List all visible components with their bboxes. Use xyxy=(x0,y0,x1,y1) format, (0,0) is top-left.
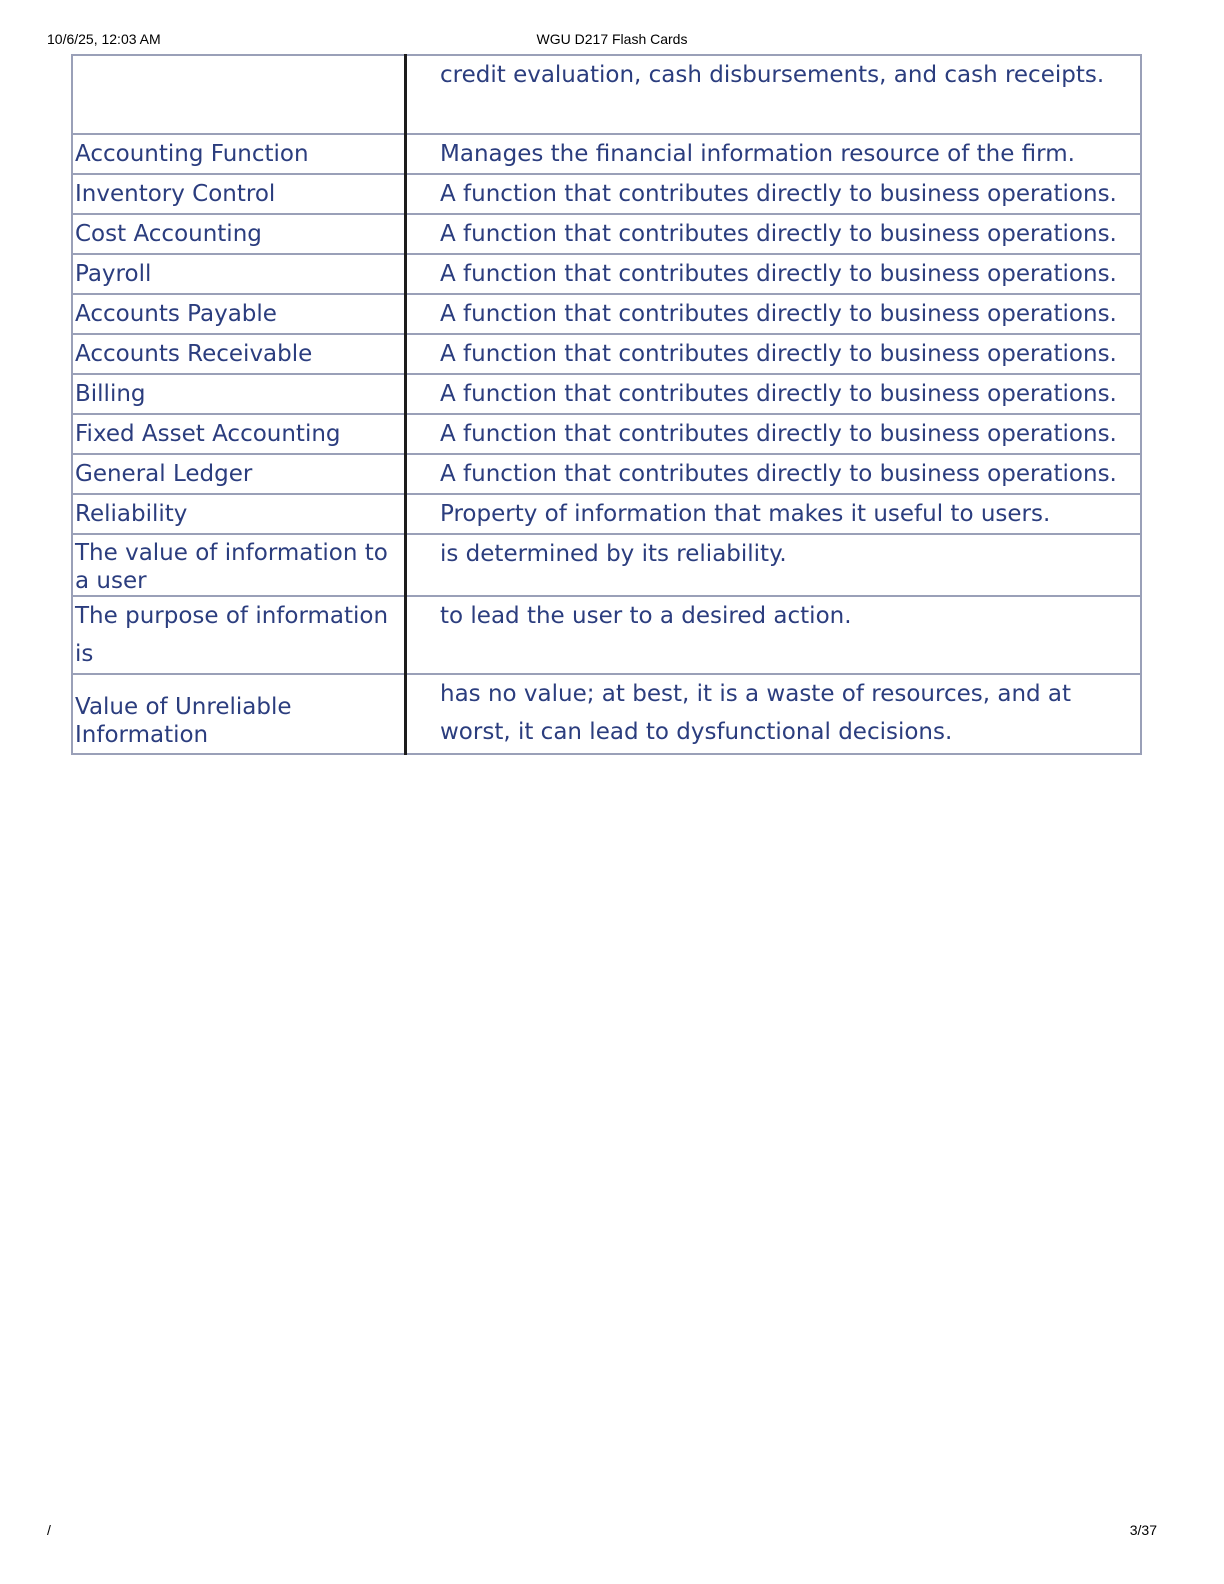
table-row xyxy=(72,214,1141,254)
page-url: / xyxy=(47,1522,51,1538)
term-cell: Fixed Asset Accounting xyxy=(72,414,406,454)
term-cell: Inventory Control xyxy=(72,174,406,214)
definition-cell: A function that contributes directly to business operations. xyxy=(406,174,1142,214)
definition-cell: A function that contributes directly to business operations. xyxy=(406,414,1142,454)
table-row xyxy=(72,534,1141,596)
definition-cell: Manages the financial information resource of the firm. xyxy=(406,134,1142,174)
table-row xyxy=(72,174,1141,214)
term-cell: Payroll xyxy=(72,254,406,294)
table-row xyxy=(72,454,1141,494)
table-row xyxy=(72,674,1141,754)
table-row xyxy=(72,494,1141,534)
definition-cell: is determined by its reliability. xyxy=(406,534,1142,596)
term-cell: Accounts Receivable xyxy=(72,334,406,374)
print-date: 10/6/25, 12:03 AM xyxy=(47,31,161,47)
definition-cell: to lead the user to a desired action. xyxy=(406,596,1142,674)
term-cell: Accounts Payable xyxy=(72,294,406,334)
table-row xyxy=(72,596,1141,674)
term-cell: The value of information to a user xyxy=(72,534,406,596)
definition-cell: A function that contributes directly to business operations. xyxy=(406,454,1142,494)
definition-cell: A function that contributes directly to business operations. xyxy=(406,334,1142,374)
definition-cell: A function that contributes directly to business operations. xyxy=(406,294,1142,334)
definition-cell: Property of information that makes it useful to users. xyxy=(406,494,1142,534)
table-row xyxy=(72,374,1141,414)
term-cell xyxy=(72,55,406,134)
definition-cell: credit evaluation, cash disbursements, and cash receipts. xyxy=(406,55,1142,134)
definition-cell: has no value; at best, it is a waste of resources, and at worst, it can lead to dysfunctional decisions. xyxy=(406,674,1142,754)
term-cell: Reliability xyxy=(72,494,406,534)
page-number: 3/37 xyxy=(1129,1522,1157,1538)
term-cell: Cost Accounting xyxy=(72,214,406,254)
definition-cell: A function that contributes directly to business operations. xyxy=(406,214,1142,254)
document-title: WGU D217 Flash Cards xyxy=(536,31,688,47)
term-cell: Value of Unreliable Information xyxy=(72,674,406,754)
table-row xyxy=(72,55,1141,134)
term-cell: Billing xyxy=(72,374,406,414)
table-row xyxy=(72,134,1141,174)
term-cell: Accounting Function xyxy=(72,134,406,174)
term-cell: The purpose of information is xyxy=(72,596,406,674)
table-row xyxy=(72,334,1141,374)
table-row xyxy=(72,414,1141,454)
term-cell: General Ledger xyxy=(72,454,406,494)
definition-cell: A function that contributes directly to business operations. xyxy=(406,254,1142,294)
flashcard-table xyxy=(71,54,1142,755)
table-row xyxy=(72,254,1141,294)
table-row xyxy=(72,294,1141,334)
definition-cell: A function that contributes directly to business operations. xyxy=(406,374,1142,414)
